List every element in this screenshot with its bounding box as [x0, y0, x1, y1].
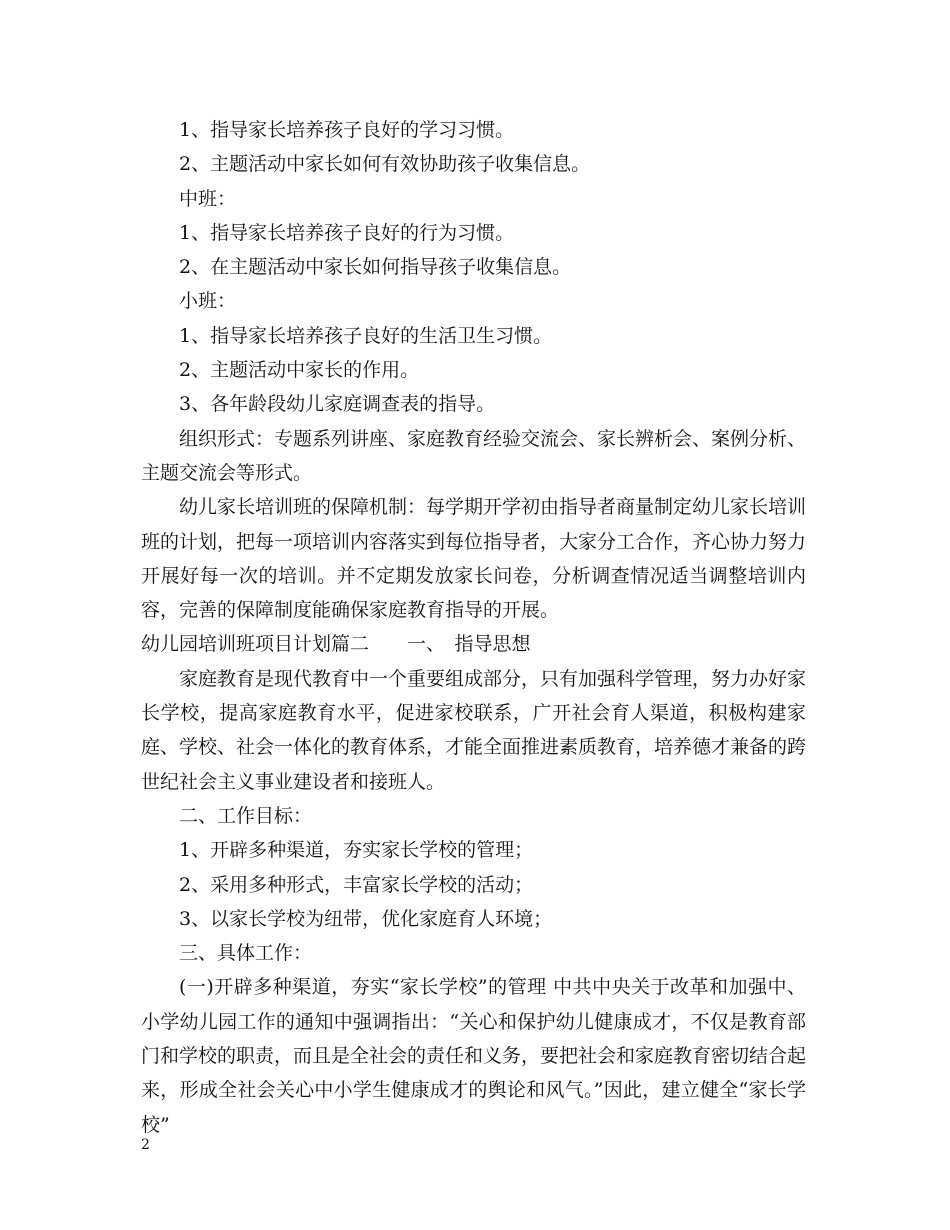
- paragraph-4: 1、指导家长培养孩子良好的行为习惯。: [179, 221, 515, 244]
- paragraph-5: 2、在主题活动中家长如何指导孩子收集信息。: [179, 256, 572, 279]
- paragraph-2: 2、主题活动中家长如何有效协助孩子收集信息。: [179, 153, 591, 176]
- paragraph-7: 1、指导家长培养孩子良好的生活卫生习惯。: [179, 324, 553, 347]
- page-number: 2: [141, 1137, 150, 1153]
- paragraph-17: 3、以家长学校为纽带，优化家庭育人环境；: [179, 907, 553, 930]
- paragraph-19: (一)开辟多种渠道，夯实“家长学校”的管理 中共中央关于改革和加强中、小学幼儿园工作的通知中强调指出：“关心和保护幼儿健康成才，不仅是教育部门和学校的职责，而且是全社会的责任和义务，要把社会和家庭教育密切结合起来，形成全社会关心中小学生健康成才的舆论和风气。”因此，建立健全“家长学校”: [141, 976, 807, 1136]
- page-body: [141, 113, 806, 1142]
- paragraph-6: 小班：: [179, 290, 237, 313]
- paragraph-18: 三、具体工作：: [179, 942, 313, 965]
- paragraph-10: 组织形式：专题系列讲座、家庭教育经验交流会、家长辨析会、案例分析、主题交流会等形式。: [141, 427, 807, 484]
- paragraph-16: 2、采用多种形式，丰富家长学校的活动；: [179, 873, 534, 896]
- paragraph-15: 1、开辟多种渠道，夯实家长学校的管理；: [179, 839, 534, 862]
- paragraph-8: 2、主题活动中家长的作用。: [179, 359, 420, 382]
- paragraph-9: 3、各年龄段幼儿家庭调查表的指导。: [179, 393, 496, 416]
- section-heading: 幼儿园培训班项目计划篇二 一、 指导思想: [141, 633, 531, 656]
- paragraph-11: 幼儿家长培训班的保障机制：每学期开学初由指导者商量制定幼儿家长培训班的计划，把每一项培训内容落实到每位指导者，大家分工合作，齐心协力努力开展好每一次的培训。并不定期发放家长问卷，分析调查情况适当调整培训内容，完善的保障制度能确保家庭教育指导的开展。: [141, 496, 807, 622]
- paragraph-13: 家庭教育是现代教育中一个重要组成部分，只有加强科学管理，努力办好家长学校，提高家庭教育水平，促进家校联系，广开社会育人渠道，积极构建家庭、学校、社会一体化的教育体系，才能全面推进素质教育，培养德才兼备的跨世纪社会主义事业建设者和接班人。: [141, 667, 807, 793]
- paragraph-3: 中班：: [179, 187, 237, 210]
- paragraph-14: 二、工作目标：: [179, 804, 313, 827]
- paragraph-1: 1、指导家长培养孩子良好的学习习惯。: [179, 119, 515, 141]
